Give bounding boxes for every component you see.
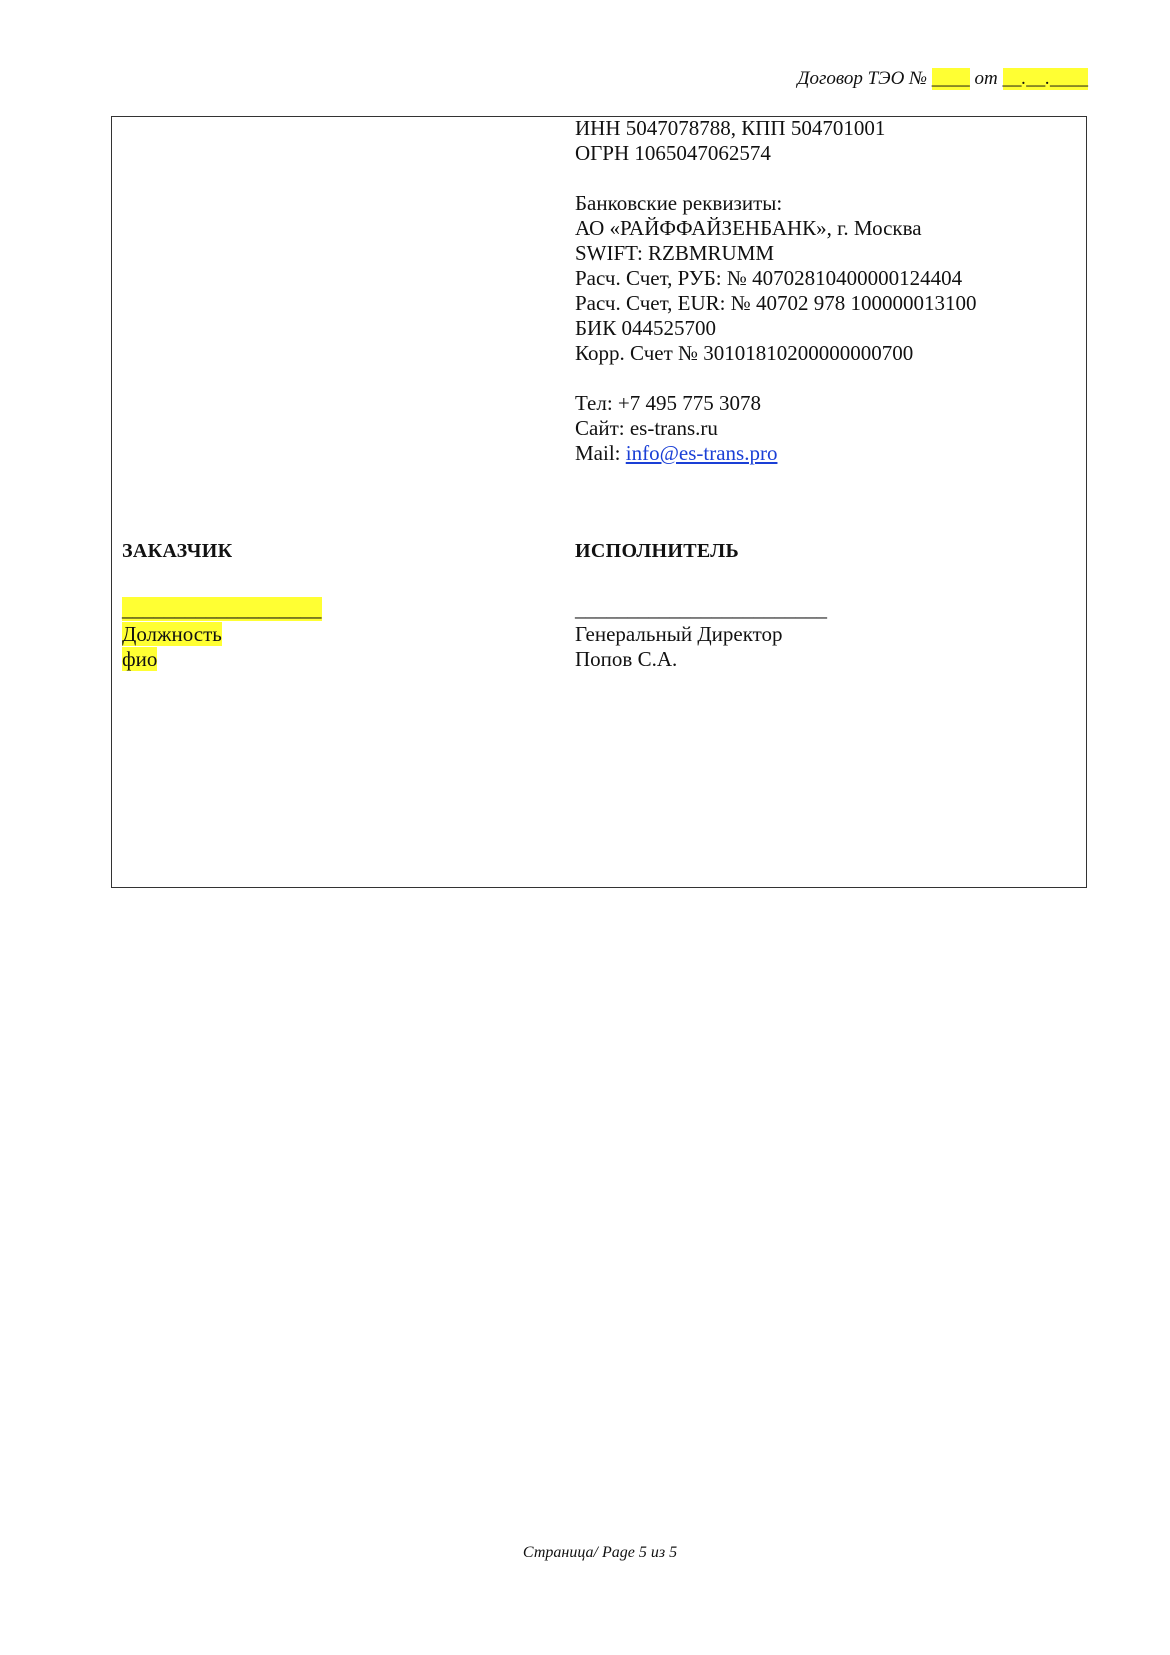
bik: БИК 044525700 <box>575 316 716 340</box>
phone: Тел: +7 495 775 3078 <box>575 391 762 415</box>
executor-position: Генеральный Директор <box>575 622 783 646</box>
page-footer: Страница/ Page 5 из 5 <box>522 1544 678 1561</box>
customer-heading: ЗАКАЗЧИК <box>122 540 233 562</box>
executor-heading: ИСПОЛНИТЕЛЬ <box>575 540 739 562</box>
inn-kpp: ИНН 5047078788, КПП 504701001 <box>575 116 886 140</box>
mail-link[interactable]: info@es-trans.pro <box>625 441 778 465</box>
customer-name[interactable]: фио <box>122 647 158 671</box>
bank-name: АО «РАЙФФАЙЗЕНБАНК», г. Москва <box>575 216 922 240</box>
contract-date-blank[interactable]: __.__.____ <box>1002 68 1088 89</box>
ogrn: ОГРН 1065047062574 <box>575 141 771 165</box>
mail-label: Mail: <box>575 441 626 465</box>
executor-details <box>575 116 977 466</box>
contract-header <box>797 68 1088 90</box>
contract-number-blank[interactable]: ____ <box>931 68 970 89</box>
contract-prefix: Договор ТЭО № <box>797 68 928 89</box>
contract-from-label: от <box>974 68 998 89</box>
account-rub: Расч. Счет, РУБ: № 40702810400000124404 <box>575 266 963 290</box>
mail-row <box>575 441 977 466</box>
corr-account: Корр. Счет № 30101810200000000700 <box>575 341 914 365</box>
executor-name: Попов С.А. <box>575 647 678 671</box>
executor-signature-line: ________________________ <box>575 597 827 621</box>
bank-heading: Банковские реквизиты: <box>575 191 783 215</box>
customer-signature-block <box>122 539 322 672</box>
swift: SWIFT: RZBMRUMM <box>575 241 775 265</box>
executor-signature-block <box>575 539 827 672</box>
customer-signature-line[interactable]: ___________________ <box>122 597 322 621</box>
site: Сайт: es-trans.ru <box>575 416 718 440</box>
customer-position[interactable]: Должность <box>122 622 222 646</box>
account-eur: Расч. Счет, EUR: № 40702 978 100000013100 <box>575 291 977 315</box>
